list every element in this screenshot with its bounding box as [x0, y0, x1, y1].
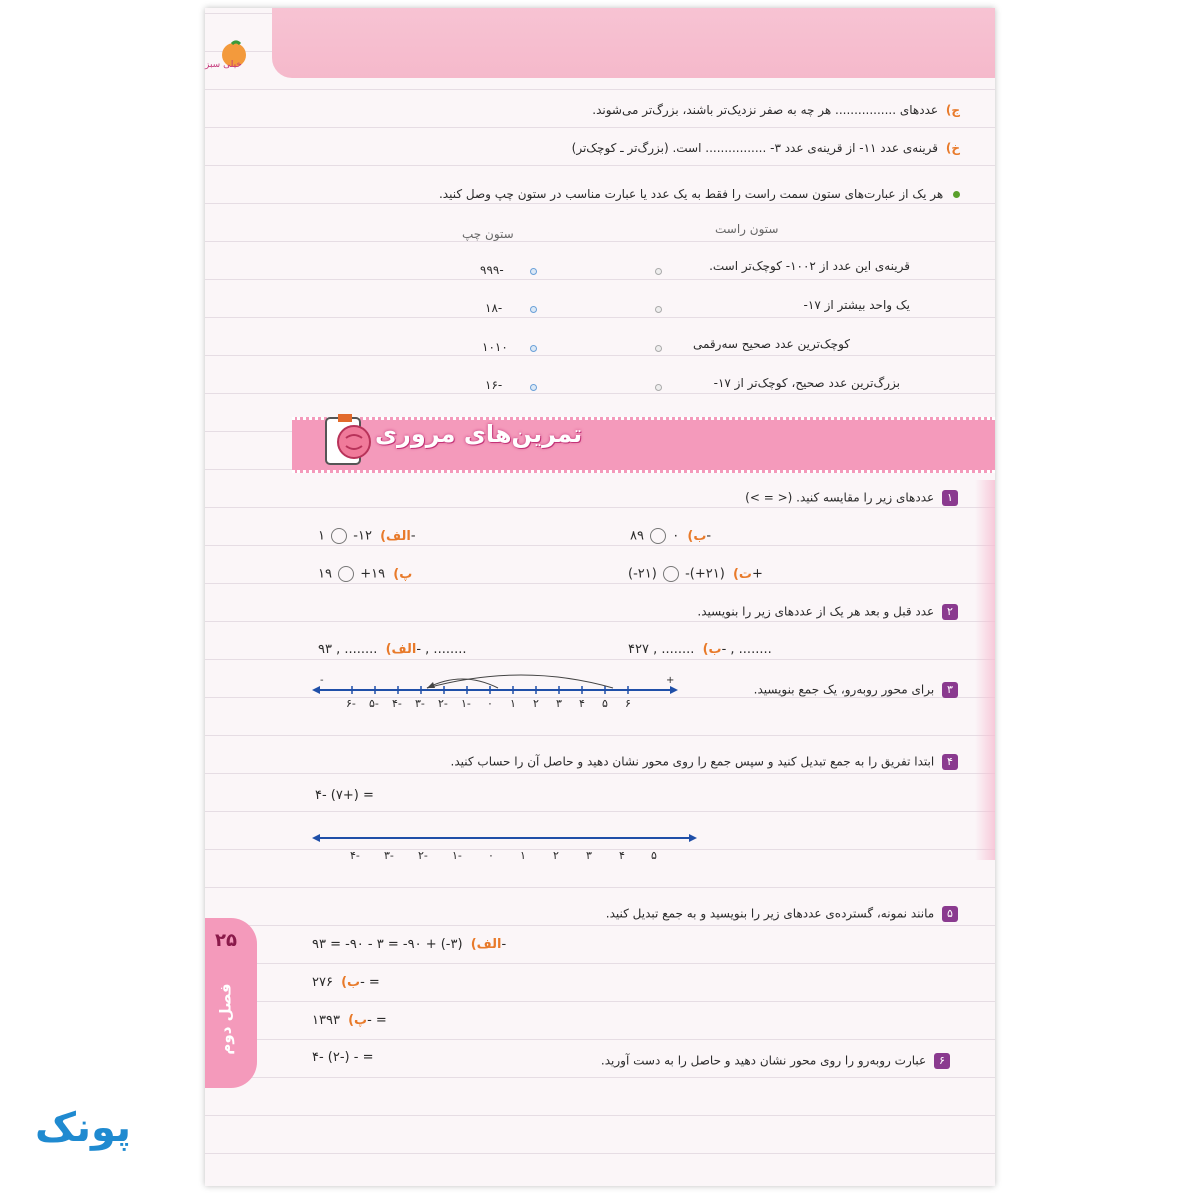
question-number: ۵ — [942, 906, 958, 922]
question-number: ۱ — [942, 490, 958, 506]
q1-item-p — [318, 566, 412, 582]
axis-label: ۲ — [533, 697, 539, 710]
axis-label: ۲- — [438, 697, 448, 710]
axis-label: ۵ — [651, 849, 657, 862]
axis-label: ۲- — [418, 849, 428, 862]
axis-label: ۴- — [392, 697, 402, 710]
item-marker: ت) — [732, 566, 752, 582]
q5-item-a — [312, 937, 506, 952]
expr-left: (۲۱+)- — [685, 566, 725, 582]
compare-circle[interactable] — [650, 528, 666, 544]
q2-item-a — [318, 642, 467, 657]
item-marker: پ) — [393, 566, 413, 582]
question-text: ابتدا تفریق را به جمع تبدیل کنید و سپس جمع را روی محور نشان دهید و حاصل آن را حساب کنید. — [450, 754, 935, 769]
item-marker: الف) — [380, 528, 411, 544]
axis-label: ۶- — [346, 697, 356, 710]
right-column-header: ستون راست — [715, 222, 779, 236]
item-marker: الف) — [385, 642, 417, 657]
q1-item-b — [630, 528, 711, 544]
axis-label: ۱- — [452, 849, 462, 862]
match-left-item: ۹۹۹- — [480, 263, 504, 277]
brand-logo: پونک — [35, 1105, 132, 1151]
match-dot-left[interactable] — [530, 345, 537, 352]
number-line-q4 — [312, 828, 697, 848]
axis-label: ۴ — [579, 697, 585, 710]
match-right-item: کوچک‌ترین عدد صحیح سه‌رقمی — [692, 337, 850, 351]
question-text: عدد قبل و بعد هر یک از عددهای زیر را بنویسید. — [697, 604, 935, 619]
q1-item-a — [318, 528, 416, 544]
compare-circle[interactable] — [331, 528, 347, 544]
compare-circle[interactable] — [338, 566, 354, 582]
axis-label: ۵ — [602, 697, 608, 710]
match-right-item: بزرگ‌ترین عدد صحیح، کوچک‌تر از ۱۷- — [713, 376, 900, 390]
question-number: ۶ — [934, 1053, 950, 1069]
instruction-text: هر یک از عبارت‌های ستون سمت راست را فقط به یک عدد یا عبارت مناسب در ستون چپ وصل کنید. — [438, 187, 944, 201]
compare-circle[interactable] — [663, 566, 679, 582]
axis-minus-sign: - — [320, 675, 324, 686]
item-text: قرینه‌ی عدد ۱۱- از قرینه‌ی عدد ۳- ................ است. (بزرگ‌تر ـ کوچک‌تر) — [571, 141, 939, 155]
question-number: ۲ — [942, 604, 958, 620]
axis-label: ۴- — [350, 849, 360, 862]
question-text: برای محور روبه‌رو، یک جمع بنویسید. — [753, 682, 935, 697]
axis-label: ۴ — [619, 849, 625, 862]
match-right-item: یک واحد بیشتر از ۱۷- — [803, 298, 910, 312]
question-text: مانند نمونه، گسترده‌ی عددهای زیر را بنویسید و به جمع تبدیل کنید. — [605, 906, 935, 921]
item-expr: ۲۷۶- = — [312, 975, 380, 990]
expr-right: ۸۹- — [630, 528, 712, 544]
question-3 — [754, 682, 958, 698]
question-number: ۴ — [942, 754, 958, 770]
item-marker: خ) — [945, 141, 960, 155]
question-text: عددهای زیر را مقایسه کنید. (< = >) — [745, 490, 935, 505]
match-dot-right[interactable] — [655, 268, 662, 275]
item-marker: پ) — [348, 1013, 368, 1028]
match-left-item: ۱۶- — [485, 378, 503, 392]
expr-left: ۰ — [672, 528, 680, 544]
axis-label: ۱- — [461, 697, 471, 710]
question-2 — [697, 604, 958, 620]
question-5 — [606, 906, 958, 922]
q5-item-b — [312, 975, 380, 990]
axis-label: ۶ — [625, 697, 631, 710]
bullet-icon — [953, 191, 960, 198]
header-band — [272, 8, 995, 78]
match-dot-right[interactable] — [655, 345, 662, 352]
axis-label: ۳ — [586, 849, 592, 862]
page-number: ۲۵ — [215, 930, 237, 951]
expr-right: ۱۹ — [318, 566, 332, 582]
workbook-page — [205, 8, 995, 1186]
match-dot-left[interactable] — [530, 268, 537, 275]
match-left-item: ۱۰۱۰ — [482, 340, 508, 354]
expr-right: ۱- — [318, 528, 416, 544]
expr-left: ۱۹+ — [360, 566, 386, 582]
axis-plus-sign: + — [666, 675, 675, 686]
item-text: عددهای ................ هر چه به صفر نزدیک‌تر باشند، بزرگ‌تر می‌شوند. — [592, 103, 939, 117]
left-column-header: ستون چپ — [462, 227, 514, 241]
item-marker: ب) — [687, 528, 707, 544]
match-instruction — [439, 187, 960, 201]
item-expr: ........ , ۴۲۷- , ........ — [628, 642, 772, 657]
axis-label: ۵- — [369, 697, 379, 710]
axis-label: ۳- — [415, 697, 425, 710]
question-4 — [451, 754, 958, 770]
question-number: ۳ — [942, 682, 958, 698]
item-marker: الف) — [470, 937, 502, 952]
item-expr: ........ , ۹۳- , ........ — [318, 642, 467, 657]
axis-label: ۱ — [510, 697, 516, 710]
match-dot-left[interactable] — [530, 306, 537, 313]
axis-label: ۳ — [556, 697, 562, 710]
chapter-label: فصل دوم — [216, 983, 235, 1055]
axis-label: ۰ — [488, 849, 494, 862]
axis-label: ۲ — [553, 849, 559, 862]
match-dot-right[interactable] — [655, 384, 662, 391]
axis-label: ۰ — [487, 697, 493, 710]
expr-right: (۲۱-)+ — [628, 566, 763, 582]
item-marker: ب) — [341, 975, 361, 990]
item-marker: ج) — [945, 103, 960, 117]
item-expr: ۱۳۹۳- = — [312, 1013, 387, 1028]
question-text: عبارت روبه‌رو را روی محور نشان دهید و حاصل را به دست آورید. — [600, 1053, 927, 1068]
item-expr: (۳-) + ۹۰- = ۳ - ۹۰- = ۹۳- — [312, 937, 507, 952]
match-right-item: قرینه‌ی این عدد از ۱۰۰۲- کوچک‌تر است. — [709, 259, 910, 273]
match-dot-right[interactable] — [655, 306, 662, 313]
fill-item-j — [592, 103, 960, 117]
brain-clipboard-icon — [318, 408, 374, 470]
fill-item-kh — [572, 141, 960, 155]
q4-expression: ۴- (۷+) = — [315, 788, 374, 803]
question-6 — [601, 1053, 950, 1069]
item-marker: ب) — [702, 642, 722, 657]
question-1 — [745, 490, 958, 506]
expr-left: ۱۲- — [353, 528, 372, 544]
axis-label: ۳- — [384, 849, 394, 862]
axis-label: ۱ — [520, 849, 526, 862]
q2-item-b — [628, 642, 772, 657]
q6-expression: ۴- (۲-) - = — [312, 1050, 374, 1065]
section-title: تمرین‌های مروری — [375, 420, 583, 448]
q1-item-t — [628, 566, 763, 582]
q5-item-p — [312, 1013, 387, 1028]
page-edge-tint — [975, 480, 995, 860]
match-left-item: ۱۸- — [485, 301, 503, 315]
publisher-mark: خیلی سبز — [205, 60, 242, 70]
match-dot-left[interactable] — [530, 384, 537, 391]
